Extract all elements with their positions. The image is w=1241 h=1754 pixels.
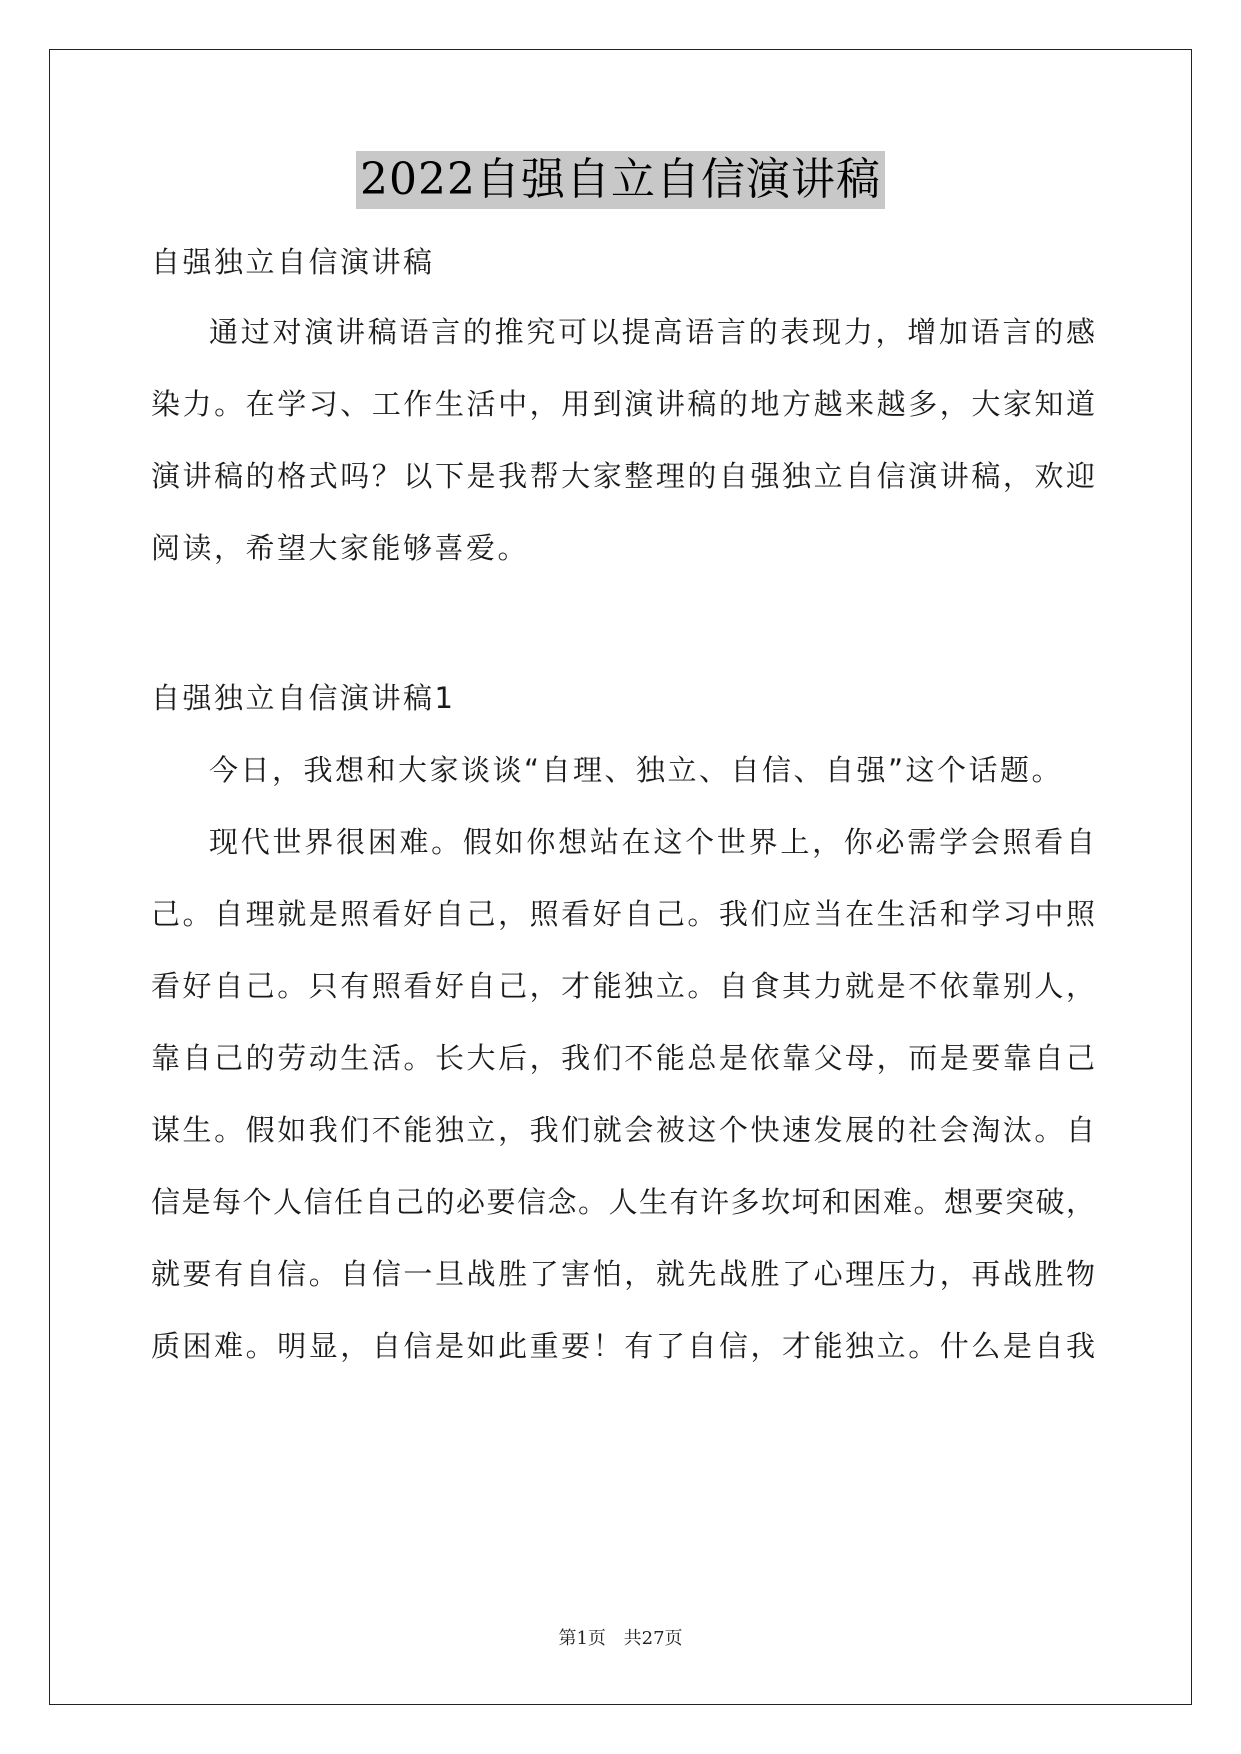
paragraph-line: 谋生。假如我们不能独立，我们就会被这个快速发展的社会淘汰。自 (151, 1113, 1095, 1147)
paragraph-line: 质困难。明显，自信是如此重要！有了自信，才能独立。什么是自我 (151, 1329, 1095, 1363)
paragraph-line: 己。自理就是照看好自己，照看好自己。我们应当在生活和学习中照 (151, 897, 1095, 931)
document-title: 2022自强自立自信演讲稿 (356, 151, 885, 209)
section-heading: 自强独立自信演讲稿 (151, 245, 435, 279)
intro-line: 阅读，希望大家能够喜爱。 (151, 531, 530, 565)
section-heading: 自强独立自信演讲稿1 (151, 681, 456, 715)
paragraph-line: 今日，我想和大家谈谈“自理、独立、自信、自强”这个话题。 (209, 753, 1064, 787)
paragraph-line: 现代世界很困难。假如你想站在这个世界上，你必需学会照看自 (209, 825, 1095, 859)
intro-line: 染力。在学习、工作生活中，用到演讲稿的地方越来越多，大家知道 (151, 387, 1095, 421)
page-frame (49, 49, 1192, 1705)
intro-line: 演讲稿的格式吗？以下是我帮大家整理的自强独立自信演讲稿，欢迎 (151, 459, 1095, 493)
page-number: 第1页 (558, 1628, 606, 1649)
page-footer (0, 1624, 1241, 1650)
paragraph-line: 靠自己的劳动生活。长大后，我们不能总是依靠父母，而是要靠自己 (151, 1041, 1095, 1075)
paragraph-line: 就要有自信。自信一旦战胜了害怕，就先战胜了心理压力，再战胜物 (151, 1257, 1095, 1291)
title-container (0, 151, 1241, 209)
paragraph-line: 看好自己。只有照看好自己，才能独立。自食其力就是不依靠别人， (151, 969, 1095, 1003)
paragraph-line: 信是每个人信任自己的必要信念。人生有许多坎坷和困难。想要突破， (151, 1185, 1095, 1219)
page-total: 共27页 (623, 1628, 683, 1649)
intro-line: 通过对演讲稿语言的推究可以提高语言的表现力，增加语言的感 (209, 315, 1095, 349)
